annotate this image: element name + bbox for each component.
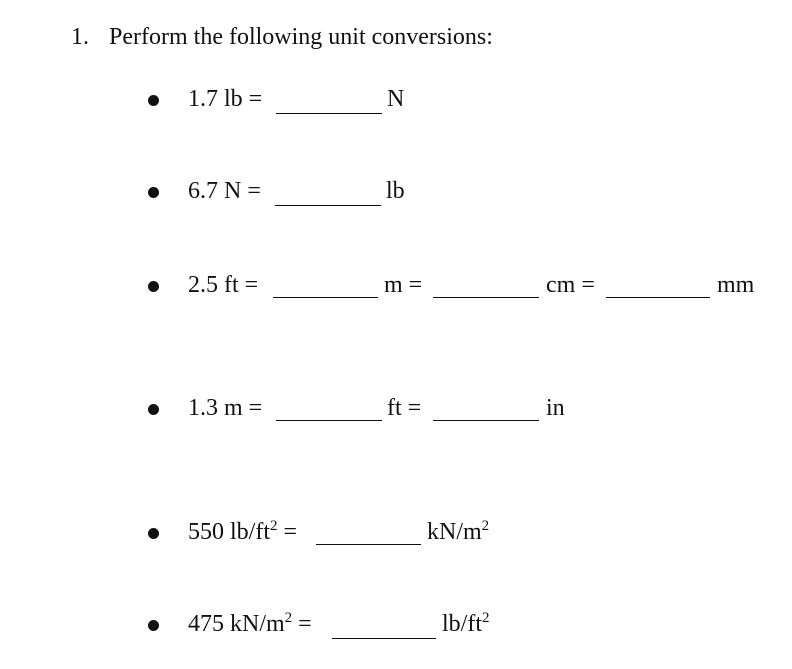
lhs-equals: = <box>298 611 312 637</box>
answer-blank-newtons[interactable] <box>276 113 382 114</box>
answer-blank-millimeters[interactable] <box>606 297 710 298</box>
unit-label: mm <box>717 272 755 298</box>
unit-base: lb/ft <box>442 611 482 637</box>
unit-exponent: 2 <box>482 610 490 626</box>
answer-blank-feet[interactable] <box>276 420 382 421</box>
answer-blank-lb-per-ft2[interactable] <box>332 638 436 639</box>
unit-exponent: 2 <box>481 518 490 534</box>
bullet <box>148 528 159 539</box>
lhs-equals: = <box>283 519 298 545</box>
lhs-expression <box>188 517 297 547</box>
unit-label: m = <box>384 272 423 298</box>
lhs-exponent: 2 <box>270 518 278 534</box>
bullet <box>148 187 159 198</box>
bullet <box>148 95 159 106</box>
lhs-base: 550 lb/ft <box>188 519 270 545</box>
unit-label <box>442 609 490 639</box>
unit-label <box>427 517 489 547</box>
answer-blank-inches[interactable] <box>433 420 539 421</box>
answer-blank-meters[interactable] <box>273 297 378 298</box>
bullet <box>148 281 159 292</box>
conversion-item-2 <box>0 176 792 210</box>
question-number: 1. <box>71 24 89 50</box>
lhs-expression: 6.7 N = <box>188 178 261 204</box>
answer-blank-pounds[interactable] <box>275 205 381 206</box>
lhs-expression: 1.7 lb = <box>188 86 263 112</box>
bullet <box>148 620 159 631</box>
unit-label: N <box>387 86 405 112</box>
bullet <box>148 404 159 415</box>
conversion-item-1 <box>0 84 792 118</box>
unit-label: in <box>546 395 565 421</box>
unit-label: cm = <box>546 272 595 298</box>
answer-blank-kn-per-m2[interactable] <box>316 544 421 545</box>
lhs-expression: 1.3 m = <box>188 395 263 421</box>
conversion-item-6 <box>0 609 792 643</box>
answer-blank-centimeters[interactable] <box>433 297 539 298</box>
question-prompt: Perform the following unit conversions: <box>109 24 493 50</box>
unit-label: lb <box>386 178 405 204</box>
lhs-expression <box>188 609 312 639</box>
question-heading <box>71 22 493 52</box>
conversion-item-4 <box>0 393 792 427</box>
conversion-item-5 <box>0 517 792 551</box>
conversion-item-3 <box>0 270 792 304</box>
lhs-expression: 2.5 ft = <box>188 272 259 298</box>
lhs-exponent: 2 <box>284 610 293 626</box>
unit-label: ft = <box>387 395 422 421</box>
unit-base: kN/m <box>427 519 482 545</box>
lhs-base: 475 kN/m <box>188 611 285 637</box>
